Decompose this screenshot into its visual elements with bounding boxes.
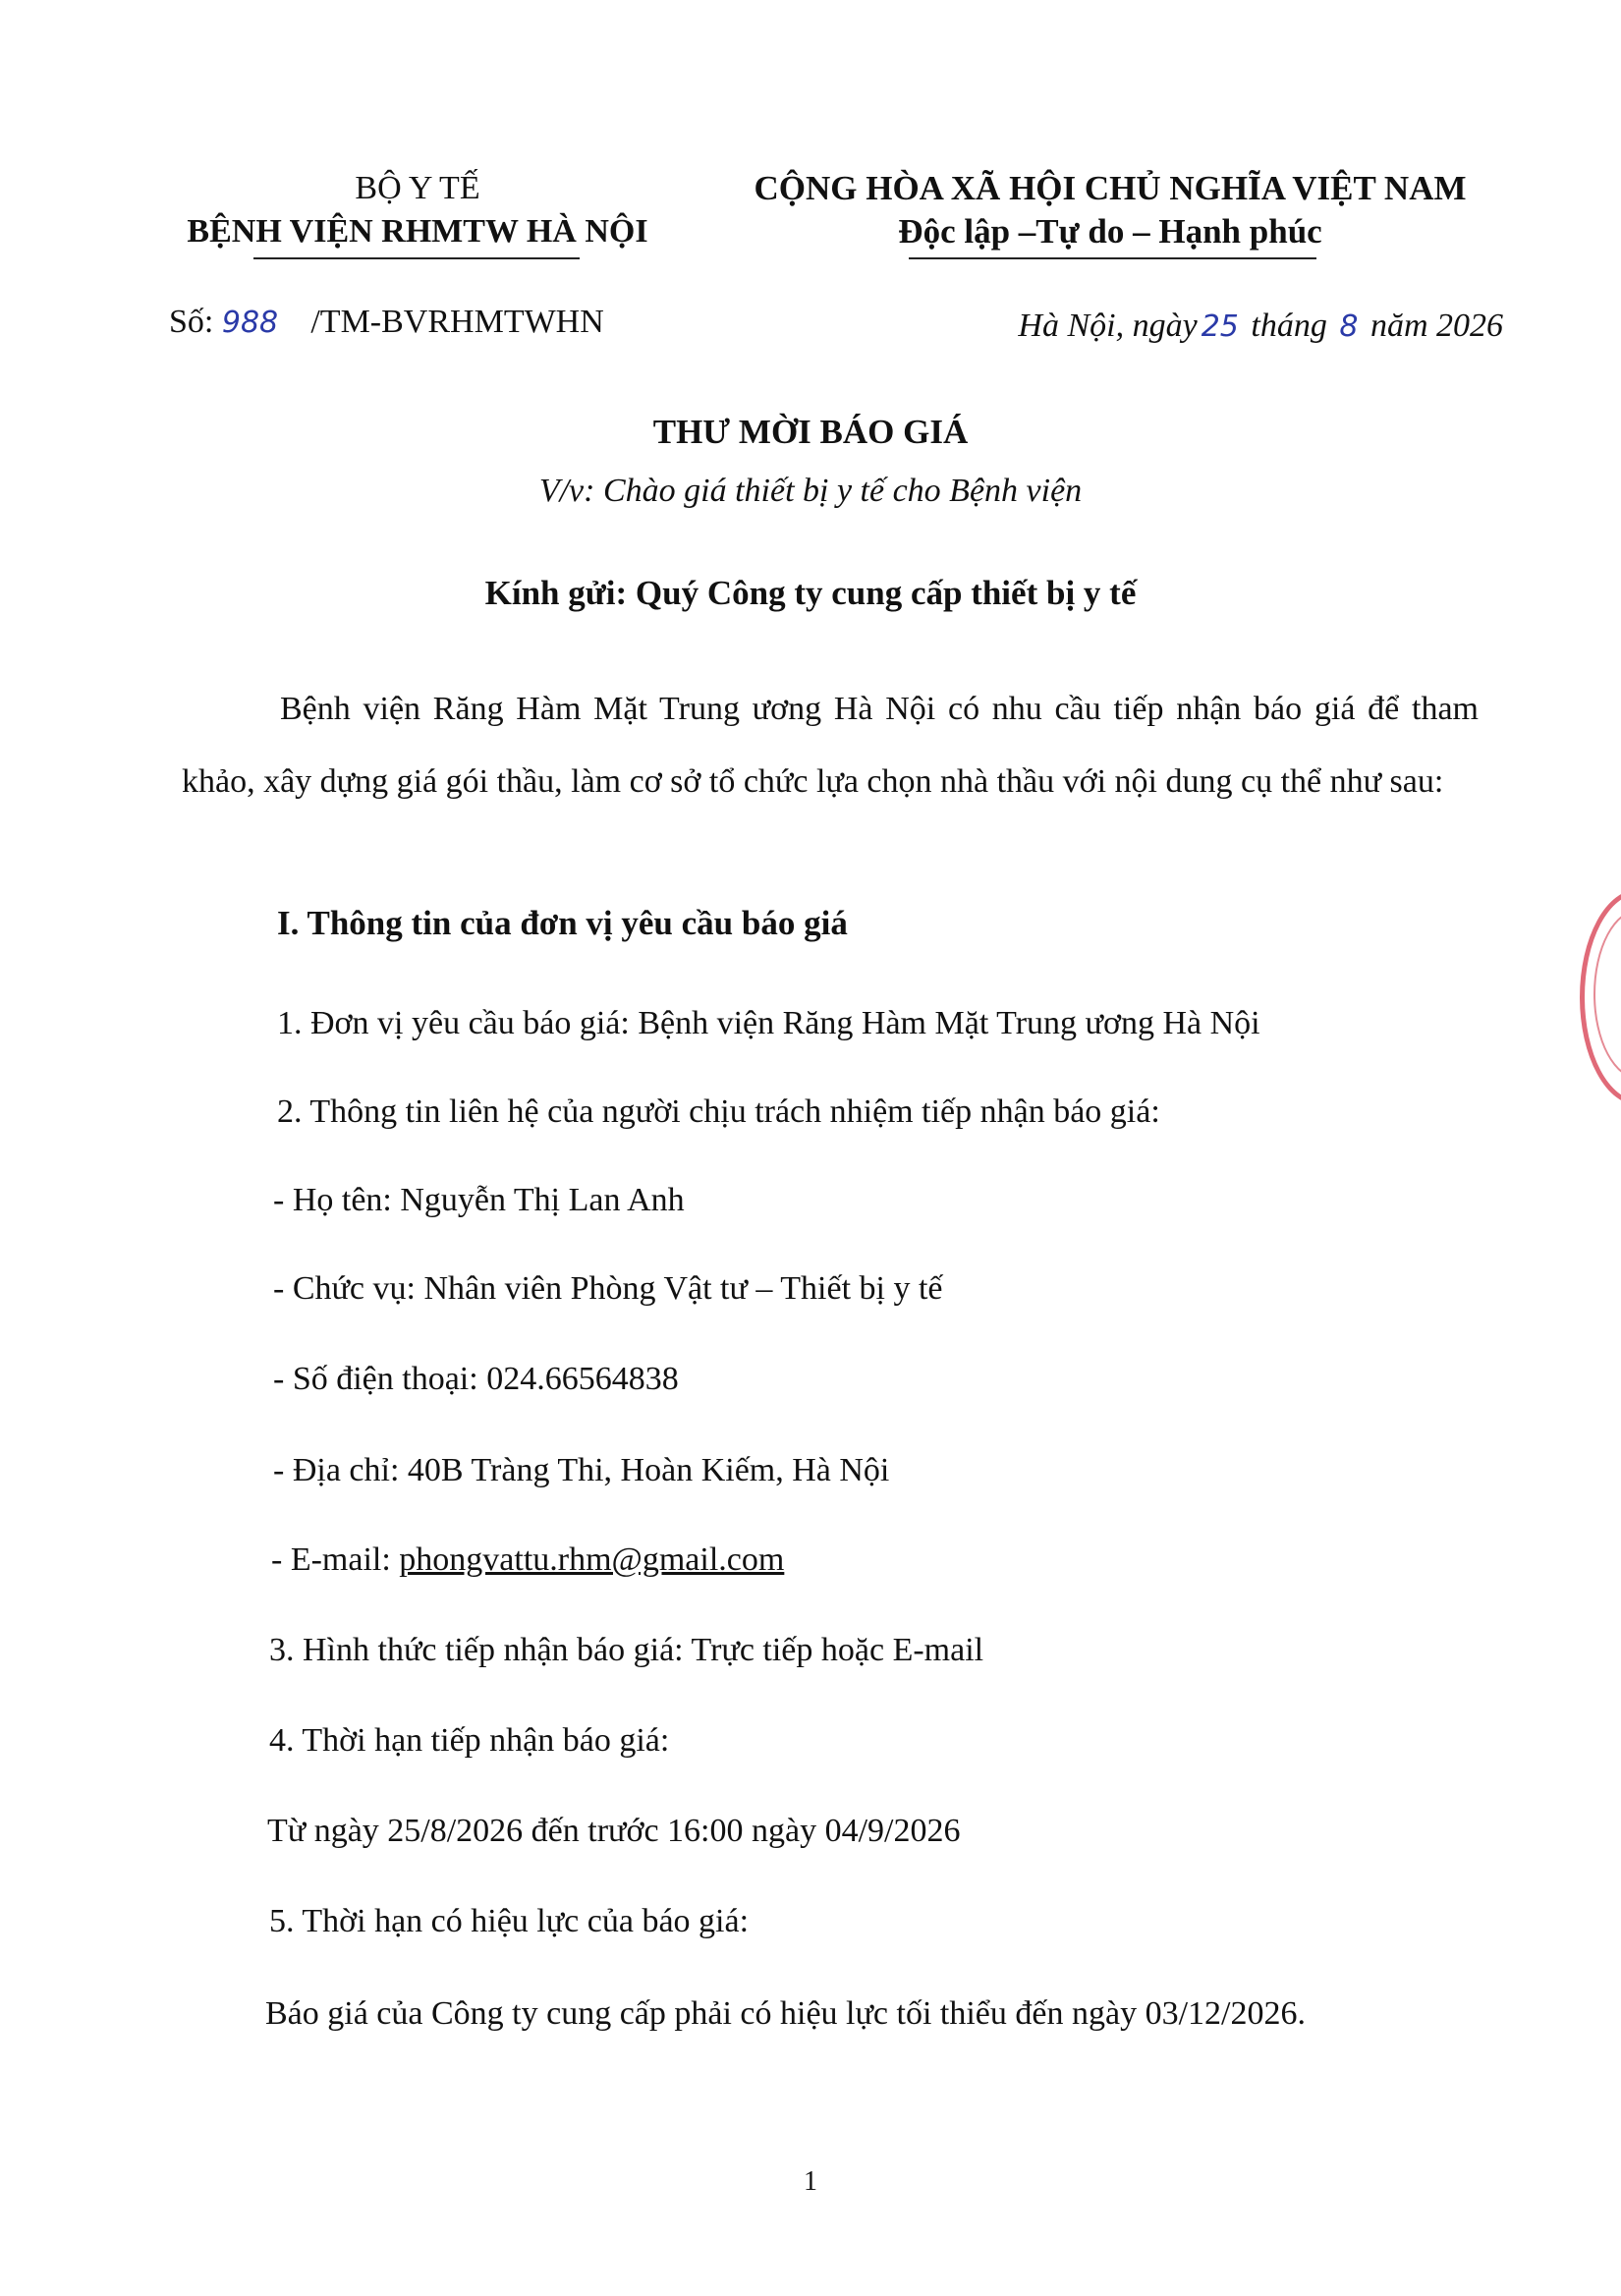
issuer-block (147, 167, 688, 253)
issue-date (1018, 305, 1503, 349)
document-subtitle: V/v: Chào giá thiết bị y tế cho Bệnh viện (538, 473, 1083, 509)
item-2-contact-info: 2. Thông tin liên hệ của người chịu trách nhiệm tiếp nhận báo giá: (277, 1093, 1160, 1130)
page-number: 1 (804, 2166, 817, 2197)
contact-position: - Chức vụ: Nhân viên Phòng Vật tư – Thiết bị y tế (273, 1270, 943, 1307)
item-4-deadline: 4. Thời hạn tiếp nhận báo giá: (269, 1722, 670, 1759)
hospital-name: BỆNH VIỆN RHMTW HÀ NỘI (187, 213, 648, 250)
recipient-greeting: Kính gửi: Quý Công ty cung cấp thiết bị y tế (484, 574, 1137, 612)
contact-email-row (271, 1539, 784, 1582)
issuer-underline (253, 257, 580, 259)
date-year: năm 2026 (1369, 308, 1503, 344)
reference-number (169, 301, 604, 345)
contact-name: - Họ tên: Nguyễn Thị Lan Anh (273, 1182, 685, 1218)
motto-underline (909, 257, 1316, 259)
ministry-name: BỘ Y TẾ (355, 170, 480, 206)
document-title: THƯ MỜI BÁO GIÁ (652, 413, 969, 451)
date-prefix: Hà Nội, ngày (1018, 308, 1198, 344)
reference-code: /TM-BVRHMTWHN (310, 304, 604, 340)
item-4-deadline-detail: Từ ngày 25/8/2026 đến trước 16:00 ngày 04/9/2026 (267, 1813, 961, 1849)
item-5-validity: 5. Thời hạn có hiệu lực của báo giá: (269, 1903, 750, 1939)
national-motto-block (717, 167, 1503, 253)
email-label: - E-mail: (271, 1541, 400, 1578)
section-1-heading: I. Thông tin của đơn vị yêu cầu báo giá (277, 904, 848, 942)
republic-name: CỘNG HÒA XÃ HỘI CHỦ NGHĨA VIỆT NAM (754, 169, 1467, 207)
date-day-handwritten: 25 (1201, 309, 1239, 344)
contact-phone: - Số điện thoại: 024.66564838 (273, 1361, 679, 1397)
reference-label: Số: (169, 304, 214, 340)
intro-paragraph: Bệnh viện Răng Hàm Mặt Trung ương Hà Nội có nhu cầu tiếp nhận báo giá để tham khảo, xây dựng giá gói thầu, làm cơ sở tổ chức lựa chọn nhà thầu với nội dung cụ thể như sau: (182, 691, 1479, 800)
item-5-validity-detail: Báo giá của Công ty cung cấp phải có hiệu lực tối thiểu đến ngày 03/12/2026. (265, 1995, 1306, 2032)
item-3-submission-method: 3. Hình thức tiếp nhận báo giá: Trực tiếp hoặc E-mail (269, 1632, 984, 1668)
date-month-label: tháng (1251, 308, 1327, 344)
date-month-handwritten: 8 (1339, 309, 1359, 344)
contact-address: - Địa chỉ: 40B Tràng Thi, Hoàn Kiếm, Hà Nội (273, 1452, 890, 1488)
reference-handwritten-number: 988 (221, 306, 279, 340)
email-link[interactable]: phongvattu.rhm@gmail.com (399, 1541, 785, 1578)
item-1-requesting-unit: 1. Đơn vị yêu cầu báo giá: Bệnh viện Răng Hàm Mặt Trung ương Hà Nội (277, 1005, 1260, 1041)
motto: Độc lập –Tự do – Hạnh phúc (898, 212, 1322, 251)
